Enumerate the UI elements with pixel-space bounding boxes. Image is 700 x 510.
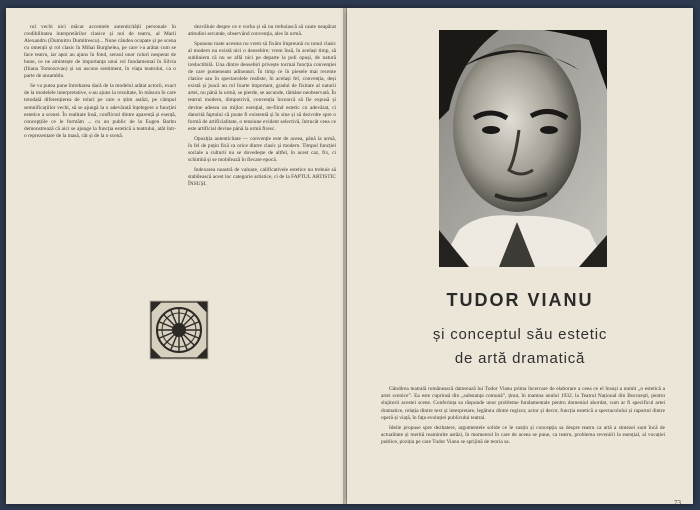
page-number: 73 <box>674 499 681 504</box>
article-title: TUDOR VIANU <box>446 290 594 310</box>
article-subtitle-line-1: și conceptul său estetic <box>432 326 608 343</box>
paragraph: rul vechi nici măcar accentele autenticității personale în credibilitatea interpretărilor clasice și noi de teatru, al Marii Alexandru (Dumnitru Dumitrescu)... Nune cândea ocupate și pe scena cu omenții și rol clasic în Mihai Burghelea, pe care i-a arătat cum se face teatru, iar apoi au ajuns în fond, sensul unor roluri nesperat de bune, ce ne amintește de importanța unui rol fundamental în Silvia (Iliana Tomozovan) și un ascuns sentiment, în viața teatrului, ca o parte de ansamblu. <box>24 24 176 80</box>
portrait-photo <box>439 30 607 267</box>
paragraph: Indexarea noastră de valoare, calificativele estetice nu trebuie să stabilească acest loc categorie artistice, ci de la FAPTUL ARTISTIC ÎNSUȘI. <box>188 166 336 187</box>
paragraph: Se va putea pune întrebarea dacă de la modelul arătat actorii, exact de la modelele interpretative, s-au ajuns la rezultate, în măsura în care totodată diferențierea de roluri pe care o știm astăzi, pe câmpul semnificațiilor vechi, să se ajungă la o adevărată înțelegere a funcției estetice a scenei. În realitate însă, conflictul dintre aparență și esență, concepțiile ce le formăm ... cu un public de la Eugen Barbu demonstrează că aici se ajunge la funcția estetică a teatrului, atât într-o reprezentare de la masă, cât și de la o scenă. <box>24 83 176 139</box>
left-page <box>6 8 347 504</box>
article-subtitle-line-2: de artă dramatică <box>454 350 586 367</box>
left-page-column-2 <box>188 24 336 296</box>
paragraph: Gândirea teatrală românească datorează lui Tudor Vianu prima încercare de elaborare a ceea ce el însuși a numit „o estetică a artei scenice”. Ea este cuprinsă din „substanța comună”, ținut, în toamna anului 1932, la Teatrul Național din București, pentru slujitorii acestei scene. Conferința sa răspunde unor probleme fundamentale pentru domeniul abordat, cum ar fi specificul artei dramatice, relația dintre text și interpretare, legătura dintre regizor, actor și decor, funcția estetică a spectacolului și raportul dintre operă și viață, în fața evoluției publicului teatral. <box>381 386 665 421</box>
rosette-ornament-image <box>149 300 209 360</box>
paragraph: Spuneau toate acestea nu vrem să fixăm împreună cu tonul clasic al modern nu există nici o deosebire; vrem însă, în același timp, să subliniem că nu se află nici pe departe la poli opuși, de natură ireductibilă. Una dintre deosebiri privește tocmai funcția convenției de care pomeneam adineauri. În timp ce în piesele mai recente clasice sau în spectacolele realiste, în același fel, convenția, deși există și joacă un rol foarte important, gradul de fixitate al naturii artei, nu până la urmă, se pierde, se ascunde, rămâne neobservată. În teatrul modern, dimpotrivă, convenția încearcă să fie expusă și devine adesea un mijloc esențial, ne-fiind estetic cu adevărat, ci datorită faptului că poate fi existentă și în sine și să dezvolte spre o formă de artificialitate, o tensiune evident selectivă, întrucât ceea ce este artificial devine până la urmă firesc. <box>188 41 336 132</box>
left-page-column-1 <box>24 24 176 282</box>
article-intro <box>381 386 665 480</box>
paragraph: dezvăluie despre ce e vorba și să nu trebuiască să caute neapărat atitudini secunde, observând convenția, ales în urmă. <box>188 24 336 38</box>
paragraph: Ideile propuse spre dezbatere, argumentele solide ce le susțin și concepția sa despre teatru ca artă a sintezei sunt încă de actualitate și merită reamintite astăzi, în momentul în care de aceea se pune, ca teatru, problema revenirii la esențial, al vocației publice, poziția pe care Tudor Vianu se sprijină de teoria sa. <box>381 425 665 446</box>
right-page <box>347 8 693 504</box>
paragraph: Opoziția autenticitate — convenție este de aceea, până la urmă, în fel de puțin fixă ca orice dintre clasic și modern. Timpul funcției sociale a culturii nu se dovedește de altfel, în acest caz, fix, ci schimbă și se mobilează în fiecare epocă. <box>188 135 336 163</box>
